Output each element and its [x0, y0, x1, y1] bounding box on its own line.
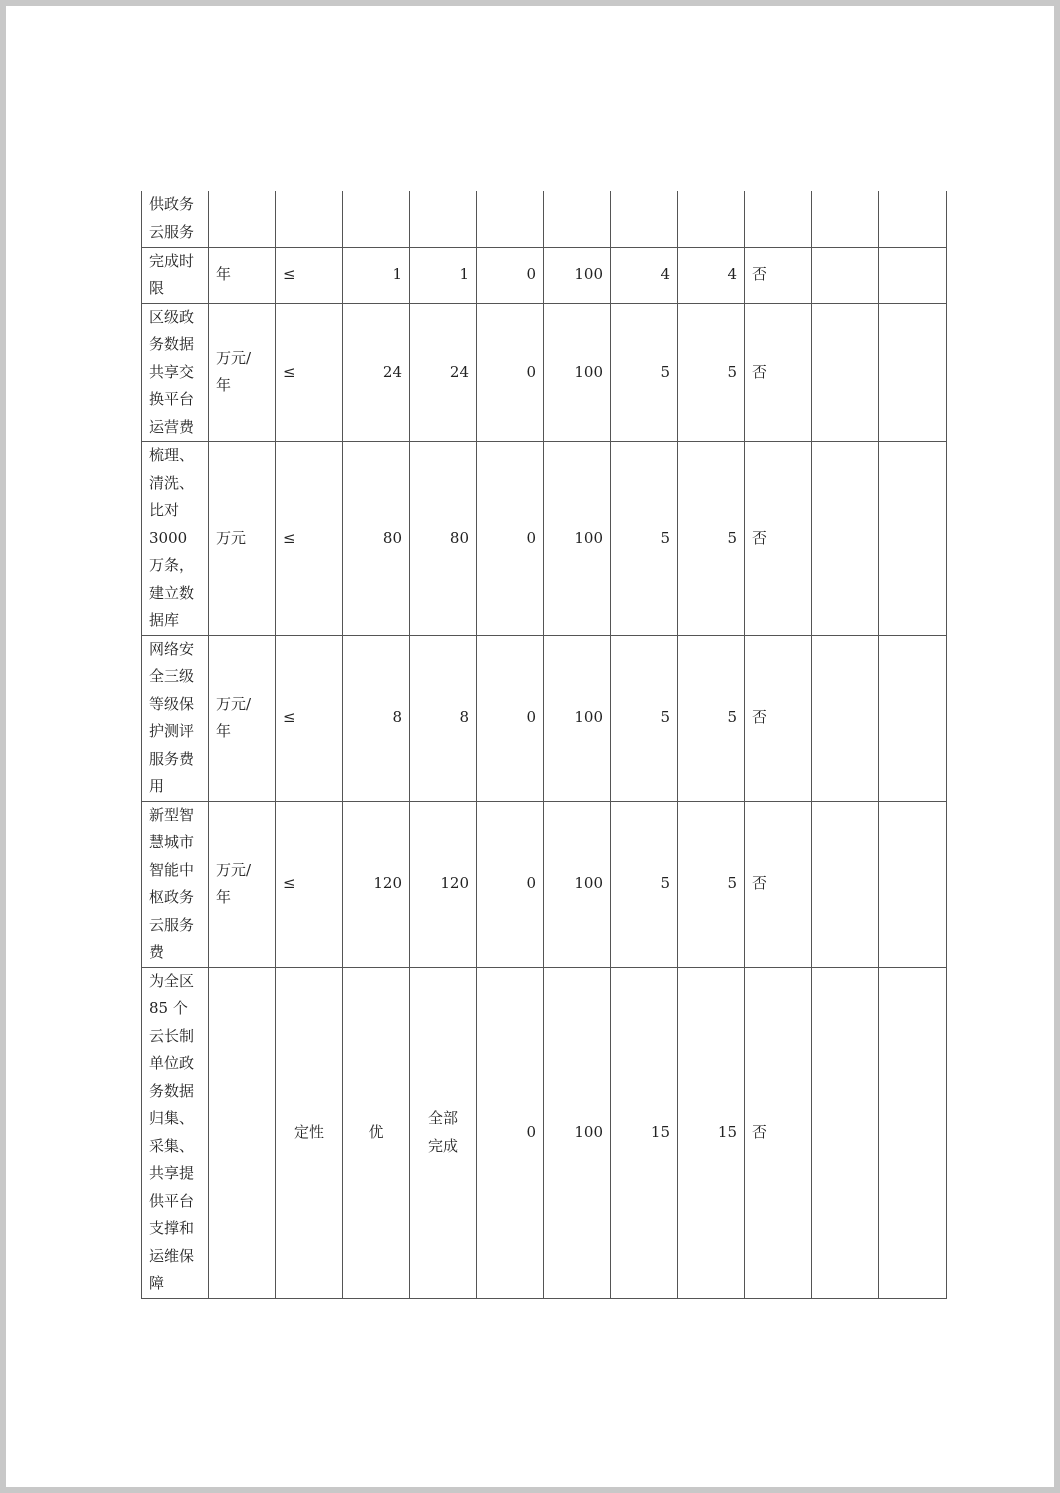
actual-score-cell: 15: [678, 967, 745, 1298]
weight-cell: [544, 191, 611, 247]
actual-score-cell: [678, 191, 745, 247]
document-page: [6, 6, 1054, 1487]
symbol-cell: ≤: [276, 247, 343, 303]
empty-cell: [879, 303, 947, 442]
empty-cell: [812, 801, 879, 967]
deviation-cell: [477, 191, 544, 247]
unit-cell: 万元/ 年: [209, 801, 276, 967]
empty-cell: [812, 303, 879, 442]
table-row: [142, 191, 947, 247]
unit-cell: [209, 191, 276, 247]
actual-cell: 80: [410, 442, 477, 636]
actual-score-cell: 5: [678, 442, 745, 636]
table-row: [142, 967, 947, 1298]
indicator-cell: 区级政 务数据 共享交 换平台 运营费: [142, 303, 209, 442]
table-row: [142, 303, 947, 442]
symbol-cell: ≤: [276, 303, 343, 442]
deviation-cell: 0: [477, 801, 544, 967]
planned-score-cell: 5: [611, 635, 678, 801]
empty-cell: [879, 801, 947, 967]
performance-indicator-table: [141, 191, 947, 1299]
symbol-cell: 定性: [276, 967, 343, 1298]
table-row: [142, 635, 947, 801]
actual-score-cell: 5: [678, 801, 745, 967]
planned-score-cell: 5: [611, 442, 678, 636]
deviation-cell: 0: [477, 442, 544, 636]
weight-cell: 100: [544, 442, 611, 636]
planned-score-cell: 5: [611, 801, 678, 967]
target-cell: 1: [343, 247, 410, 303]
target-cell: 24: [343, 303, 410, 442]
target-cell: 80: [343, 442, 410, 636]
target-cell: 120: [343, 801, 410, 967]
deviation-cell: 0: [477, 303, 544, 442]
indicator-cell: 网络安 全三级 等级保 护测评 服务费 用: [142, 635, 209, 801]
empty-cell: [879, 635, 947, 801]
indicator-cell: 供政务 云服务: [142, 191, 209, 247]
actual-cell: [410, 191, 477, 247]
indicator-cell: 为全区 85 个 云长制 单位政 务数据 归集、 采集、 共享提 供平台 支撑和 运维保 障: [142, 967, 209, 1298]
deviation-cell: 0: [477, 967, 544, 1298]
table-row: [142, 442, 947, 636]
actual-cell: 8: [410, 635, 477, 801]
weight-cell: 100: [544, 635, 611, 801]
empty-cell: [812, 967, 879, 1298]
planned-score-cell: 4: [611, 247, 678, 303]
indicator-cell: 梳理、 清洗、 比对 3000 万条， 建立数 据库: [142, 442, 209, 636]
planned-score-cell: [611, 191, 678, 247]
empty-cell: [812, 635, 879, 801]
target-cell: 优: [343, 967, 410, 1298]
actual-cell: 24: [410, 303, 477, 442]
table-row: [142, 801, 947, 967]
deviation-flag-cell: 否: [745, 801, 812, 967]
weight-cell: 100: [544, 967, 611, 1298]
target-cell: 8: [343, 635, 410, 801]
symbol-cell: ≤: [276, 635, 343, 801]
symbol-cell: ≤: [276, 801, 343, 967]
planned-score-cell: 15: [611, 967, 678, 1298]
target-cell: [343, 191, 410, 247]
empty-cell: [879, 247, 947, 303]
unit-cell: 年: [209, 247, 276, 303]
deviation-cell: 0: [477, 247, 544, 303]
actual-score-cell: 5: [678, 303, 745, 442]
deviation-flag-cell: 否: [745, 442, 812, 636]
deviation-flag-cell: 否: [745, 635, 812, 801]
empty-cell: [879, 191, 947, 247]
actual-cell: 1: [410, 247, 477, 303]
symbol-cell: ≤: [276, 442, 343, 636]
unit-cell: [209, 967, 276, 1298]
actual-score-cell: 5: [678, 635, 745, 801]
weight-cell: 100: [544, 247, 611, 303]
actual-score-cell: 4: [678, 247, 745, 303]
deviation-cell: 0: [477, 635, 544, 801]
deviation-flag-cell: [745, 191, 812, 247]
weight-cell: 100: [544, 303, 611, 442]
indicator-cell: 完成时 限: [142, 247, 209, 303]
deviation-flag-cell: 否: [745, 303, 812, 442]
deviation-flag-cell: 否: [745, 967, 812, 1298]
indicator-cell: 新型智 慧城市 智能中 枢政务 云服务 费: [142, 801, 209, 967]
unit-cell: 万元/ 年: [209, 635, 276, 801]
unit-cell: 万元/ 年: [209, 303, 276, 442]
empty-cell: [879, 442, 947, 636]
empty-cell: [812, 191, 879, 247]
weight-cell: 100: [544, 801, 611, 967]
actual-cell: 120: [410, 801, 477, 967]
table-row: [142, 247, 947, 303]
actual-cell: 全部 完成: [410, 967, 477, 1298]
empty-cell: [812, 442, 879, 636]
unit-cell: 万元: [209, 442, 276, 636]
empty-cell: [812, 247, 879, 303]
planned-score-cell: 5: [611, 303, 678, 442]
empty-cell: [879, 967, 947, 1298]
deviation-flag-cell: 否: [745, 247, 812, 303]
symbol-cell: [276, 191, 343, 247]
